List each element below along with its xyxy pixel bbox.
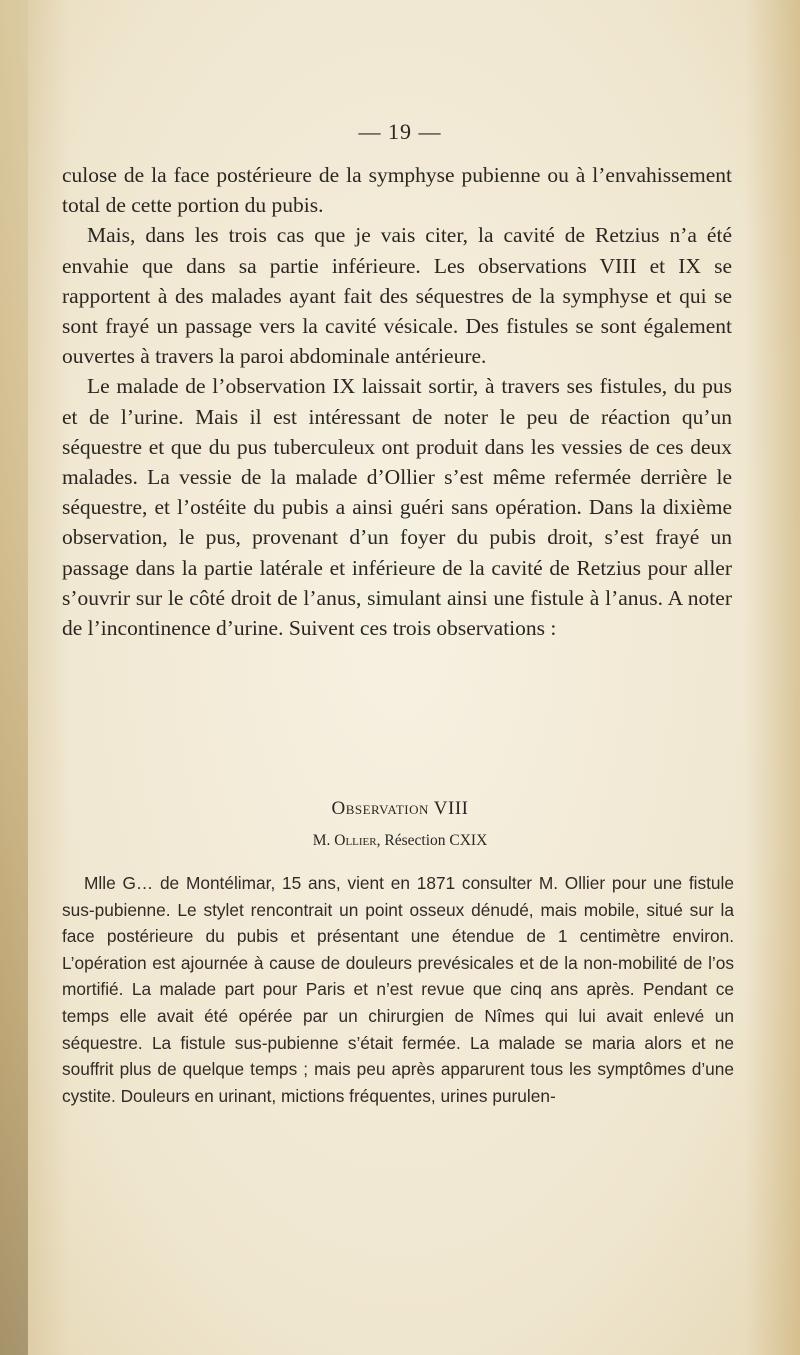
- observation-paragraph: Mlle G… de Montélimar, 15 ans, vient en 1871 consulter M. Ollier pour une fistule sus-pubienne. Le stylet rencontrait un point osseux dénudé, mais mobile, situé sur la face postérieure du pubis et présentant une étendue de 1 centimètre environ. L’opération est ajournée à cause de douleurs prevésicales et de la non-mobilité de l’os mortifié. La malade part pour Paris et n’est revue que cinq ans après. Pendant ce temps elle avait été opérée par un chirurgien de Nîmes qui lui avait enlevé un séquestre. La fistule sus-pubienne s’était fermée. La malade se maria alors et ne souffrit plus de quelque temps ; mais peu après apparurent tous les symptômes d’une cystite. Douleurs en urinant, mictions fréquentes, urines purulen-: [62, 873, 734, 1106]
- main-text: [62, 160, 732, 643]
- observation-text-block: [62, 870, 734, 1109]
- observation-author: M. Ollier,: [312, 832, 381, 849]
- page-number: — 19 —: [358, 119, 442, 144]
- page-edge-stain: [0, 0, 28, 1355]
- paragraph-3: Le malade de l’observation IX laissait sortir, à travers ses fistules, du pus et de l’urine. Mais il est intéressant de noter le peu de réaction qu’un séquestre et que du pus tuberculeux ont produit dans les vessies de ces deux malades. La vessie de la malade d’Ollier s’est même refermée derrière le séquestre, et l’ostéite du pubis a ainsi guéri sans opération. Dans la dixième observation, le pus, provenant d’un foyer du pubis droit, s’est frayé un passage dans la partie latérale et inférieure de la cavité de Retzius pour aller s’ouvrir sur le côté droit de l’anus, simulant ainsi une fistule à l’anus. A noter de l’incontinence d’urine. Suivent ces trois observations :: [62, 374, 732, 641]
- observation-subtitle: [0, 832, 800, 850]
- paragraph-2: Mais, dans les trois cas que je vais citer, la cavité de Retzius n’a été envahie que dans sa partie inférieure. Les observations VIII et IX se rapportent à des malades ayant fait des séquestres de la symphyse et qui se sont frayé un passage vers la cavité vésicale. Des fistules se sont également ouvertes à travers la paroi abdominale antérieure.: [62, 223, 732, 369]
- paragraph-1: culose de la face postérieure de la symphyse pubienne ou à l’envahissement total de cette portion du pubis.: [62, 163, 732, 218]
- observation-title: Observation VIII: [331, 798, 469, 819]
- observation-section: Résection CXIX: [384, 832, 488, 849]
